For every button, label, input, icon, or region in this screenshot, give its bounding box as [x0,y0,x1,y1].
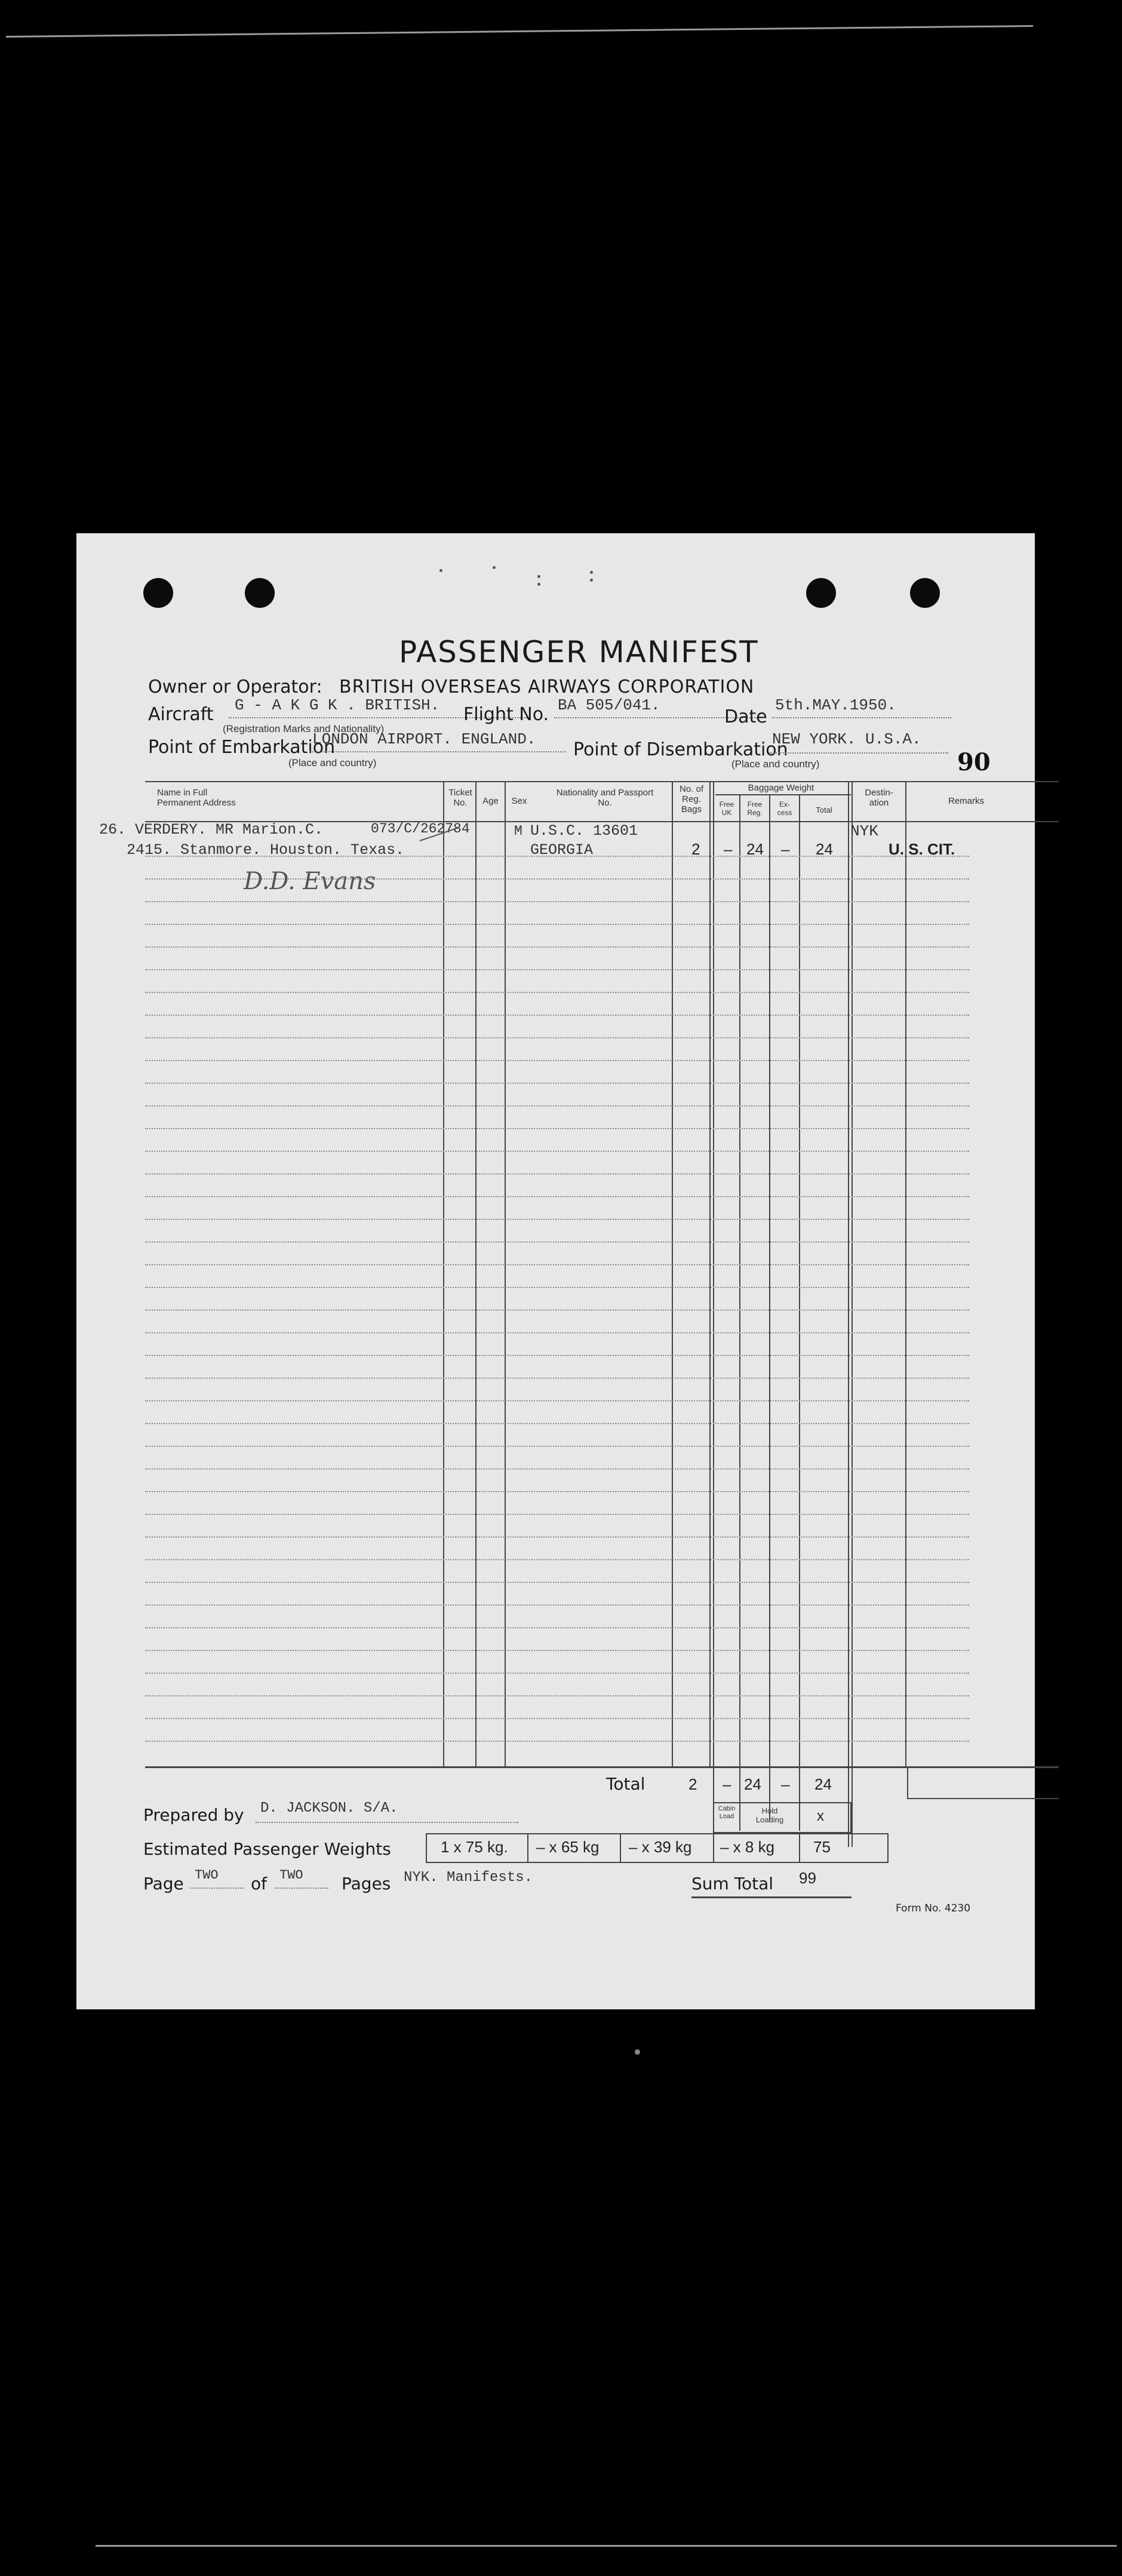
embarkation-value: LONDON AIRPORT. ENGLAND. [312,730,536,748]
speck [493,566,496,569]
page-number-stamp: 90 [957,748,991,776]
of-value: TWO [279,1868,303,1883]
dotted-row-rule [145,1582,969,1583]
total-free-reg: 24 [744,1775,761,1793]
dotted-row-rule [145,992,969,993]
dotted-row-rule [145,901,969,902]
speck [439,569,442,572]
dotted-row-rule [145,1446,969,1447]
cabin-load-label: Cabin Load [718,1805,736,1820]
passenger-ticket: 073/C/262784 [371,821,470,837]
dotted-row-rule [145,1196,969,1197]
weights-divider [799,1833,800,1862]
passenger-passport: U.S.C. 13601 [530,822,638,840]
col-divider [475,781,477,1767]
dotted-row-rule [145,1468,969,1470]
punch-hole [143,578,173,608]
col-divider [852,781,853,1847]
col-header-excess: Ex- cess [777,800,792,817]
col-divider [505,781,506,1767]
dotted-row-rule [145,1037,969,1038]
punch-hole [806,578,836,608]
sum-total-rule [691,1896,852,1898]
punch-hole [910,578,940,608]
dotted-row-rule [145,1400,969,1401]
prepared-by-value: D. JACKSON. S/A. [260,1800,398,1816]
weight-65: – x 65 kg [536,1838,600,1856]
total-label: Total [606,1774,645,1794]
dotted-row-rule [145,1105,969,1106]
dotted-row-rule [145,1695,969,1696]
disembarkation-sublabel: (Place and country) [731,758,820,770]
page-underline [190,1888,244,1889]
aircraft-label: Aircraft [148,704,214,725]
date-value: 5th.MAY.1950. [775,696,896,714]
manifest-note: NYK. Manifests. [404,1870,533,1886]
prepared-by-underline [256,1822,518,1823]
col-divider [907,1766,908,1799]
page-label: Page [143,1874,184,1893]
owner-label: Owner or Operator: [148,677,322,697]
date-label: Date [724,706,767,727]
total-total: 24 [814,1775,832,1793]
dotted-row-rule [145,1015,969,1016]
col-header-free-reg: Free Reg. [747,800,763,817]
col-divider [848,781,849,1847]
passenger-passport-place: GEORGIA [530,841,594,859]
col-divider [672,781,673,1767]
dotted-row-rule [145,1219,969,1220]
form-number: Form No. 4230 [896,1902,971,1914]
passenger-remarks: U. S. CIT. [889,840,955,858]
col-header-ticket: Ticket No. [448,788,472,808]
speck [590,579,593,582]
weights-divider [713,1833,714,1862]
weights-label: Estimated Passenger Weights [143,1839,391,1859]
col-header-remarks: Remarks [948,796,984,806]
film-edge-line-top [6,25,1033,38]
weight-39: – x 39 kg [629,1838,692,1856]
weight-8: – x 8 kg [720,1838,775,1856]
of-underline [275,1888,328,1889]
col-header-sex: Sex [511,796,527,806]
embarkation-sublabel: (Place and country) [288,757,377,769]
col-header-nationality: Nationality and Passport No. [556,788,654,808]
col-divider [799,794,800,1821]
manifest-page [76,533,1035,2009]
film-edge-line-bottom [96,2545,1117,2547]
hold-loading-label: Hold Loading [755,1806,784,1824]
passenger-destination: NYK [850,822,878,840]
dotted-row-rule [145,1673,969,1674]
loading-divider [799,1802,800,1831]
dotted-row-rule [145,1514,969,1515]
total-excess: – [781,1775,790,1793]
total-reg-bags: 2 [688,1775,697,1793]
col-divider [769,794,770,1821]
dotted-row-rule [145,1355,969,1356]
passenger-free-reg: 24 [746,840,764,858]
col-header-age: Age [482,796,499,806]
dotted-row-rule [145,1128,969,1129]
dotted-row-rule [145,946,969,948]
dotted-row-rule [145,1741,969,1742]
passenger-address: 2415. Stanmore. Houston. Texas. [127,841,405,859]
col-divider [713,781,714,1847]
page-title: PASSENGER MANIFEST [399,635,759,669]
page-value: TWO [195,1868,219,1883]
speck [537,575,540,578]
dotted-row-rule [145,1173,969,1175]
punch-hole [245,578,275,608]
dotted-row-rule [145,1536,969,1538]
table-top-rule [145,781,1059,782]
of-label: of [251,1874,267,1893]
passenger-name: 26. VERDERY. MR Marion.C. [99,821,324,838]
col-header-baggage-weight: Baggage Weight [748,783,814,793]
total-free-uk: – [723,1775,731,1793]
col-header-free-uk: Free UK [719,800,734,817]
baggage-weight-rule [715,794,851,795]
col-header-reg-bags: No. of Reg. Bags [679,784,704,814]
passenger-sex: M [514,823,522,839]
hold-x: x [817,1808,824,1824]
dotted-row-rule [145,1151,969,1152]
dotted-row-rule [145,1264,969,1265]
aircraft-value: G - A K G K . BRITISH. [235,696,440,714]
aircraft-sublabel: (Registration Marks and Nationality) [223,723,385,734]
col-divider [905,781,906,1767]
disembarkation-label: Point of Disembarkation [573,739,788,760]
speck [537,583,540,586]
dotted-row-rule [145,1559,969,1560]
passenger-total: 24 [816,840,833,858]
dotted-row-rule [145,1332,969,1333]
dotted-row-rule [145,1287,969,1288]
embarkation-underline [309,751,566,752]
sum-total-label: Sum Total [691,1874,774,1893]
dotted-row-rule [145,1627,969,1628]
prepared-by-label: Prepared by [143,1805,244,1825]
col-header-total: Total [816,806,832,814]
dotted-row-rule [145,1650,969,1651]
dotted-row-rule [145,924,969,925]
dotted-row-rule [145,1083,969,1084]
passenger-excess: – [781,840,790,858]
dotted-row-rule [145,1060,969,1061]
passenger-free-uk: – [724,840,733,858]
film-speck [635,2049,640,2055]
dotted-row-rule [145,1309,969,1311]
table-bottom-rule [145,1766,1059,1768]
disembarkation-underline [769,752,948,754]
weight-total: 75 [813,1838,831,1856]
dotted-row-rule [145,1378,969,1379]
dotted-row-rule [145,1241,969,1243]
weights-divider [620,1833,621,1862]
flight-label: Flight No. [463,704,549,725]
date-underline [772,717,951,718]
pages-label: Pages [342,1874,391,1893]
dotted-row-rule [145,1718,969,1719]
col-divider [739,794,740,1821]
col-divider [709,781,711,1767]
col-header-name: Name in Full Permanent Address [157,788,236,808]
total-box-rule [907,1798,1059,1799]
dotted-row-rule [145,1423,969,1424]
tick-mark-icon [417,826,465,844]
dotted-row-rule [145,1604,969,1606]
passenger-reg-bags: 2 [691,840,700,858]
col-divider [443,781,444,1767]
weights-divider [527,1833,528,1862]
disembarkation-value: NEW YORK. U.S.A. [772,730,921,748]
flight-value: BA 505/041. [558,696,660,714]
dotted-row-rule [145,1491,969,1492]
passenger-signature: D.D. Evans [244,868,376,895]
owner-value: BRITISH OVERSEAS AIRWAYS CORPORATION [339,677,755,697]
embarkation-label: Point of Embarkation [148,737,336,758]
speck [590,571,593,574]
weight-adult: 1 x 75 kg. [441,1838,508,1856]
dotted-row-rule [145,969,969,970]
col-header-destination: Destin- ation [865,788,893,808]
sum-total-value: 99 [799,1869,816,1887]
